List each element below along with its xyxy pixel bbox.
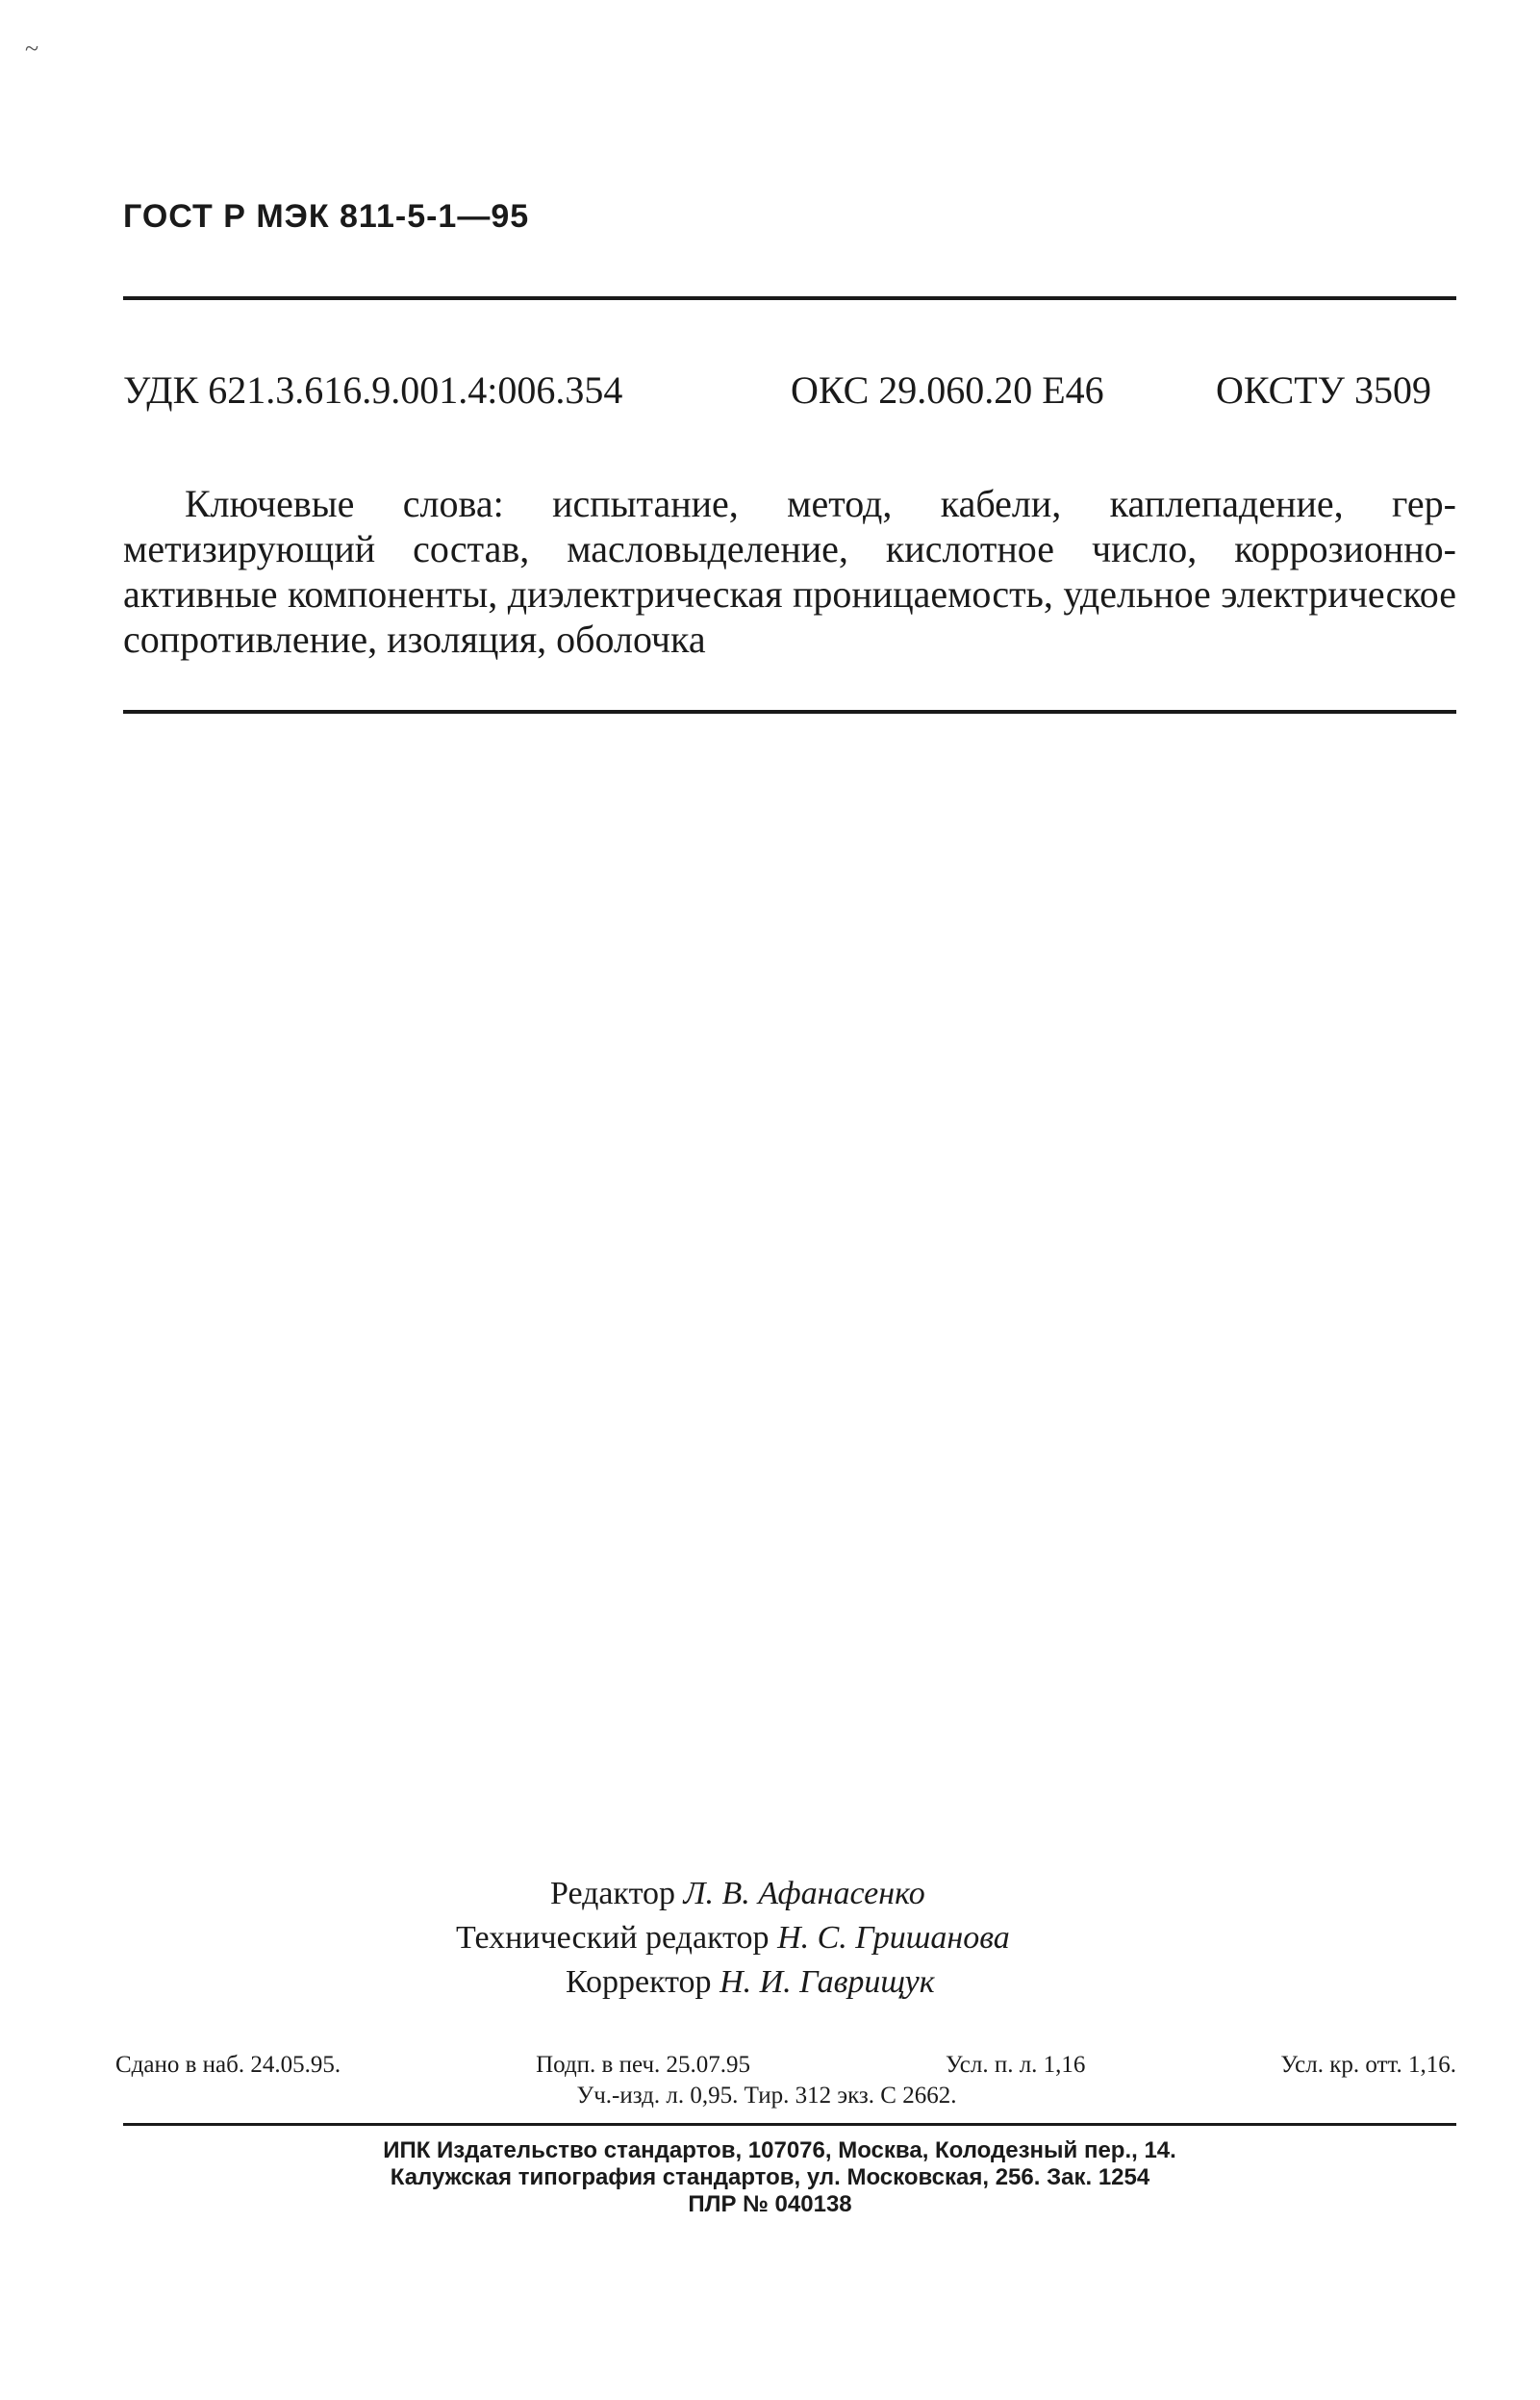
document-code: ГОСТ Р МЭК 811-5-1—95	[123, 198, 530, 235]
keywords-paragraph: Ключевые слова: испытание, метод, кабели, каплепадение, герметизирующий состав, масловыделение, кислотное число, коррозионно-активные компоненты, диэлектрическая проницаемость, удельное электрическое сопротивление, изоляция, оболочка	[123, 482, 1456, 661]
divider-publisher	[123, 2123, 1456, 2126]
editor-name: Л. В. Афанасенко	[683, 1876, 925, 1911]
credit-corrector	[566, 1960, 935, 2005]
udk-code: УДК 621.3.616.9.001.4:006.354	[123, 368, 623, 412]
publisher-block	[0, 2137, 1540, 2218]
color-prints: Усл. кр. отт. 1,16.	[1280, 2052, 1456, 2078]
tech-editor-label: Технический редактор	[456, 1920, 770, 1956]
oks-code: ОКС 29.060.20 Е46	[791, 368, 1104, 412]
print-sheets: Усл. п. л. 1,16	[946, 2052, 1086, 2078]
signed-date: Подп. в печ. 25.07.95	[536, 2052, 751, 2078]
print-info-line-2: Уч.-изд. л. 0,95. Тир. 312 экз. С 2662.	[576, 2083, 957, 2109]
corrector-name: Н. И. Гаврищук	[720, 1964, 935, 2000]
corner-mark: ~	[25, 35, 39, 63]
divider-top	[123, 296, 1456, 300]
submitted-date: Сдано в наб. 24.05.95.	[115, 2052, 341, 2078]
publisher-line-3: ПЛР № 040138	[688, 2191, 852, 2217]
publisher-line-1: ИПК Издательство стандартов, 107076, Москва, Колодезный пер., 14.	[383, 2137, 1176, 2163]
tech-editor-name: Н. С. Гришанова	[777, 1920, 1010, 1956]
okstu-code: ОКСТУ 3509	[1216, 368, 1432, 412]
corrector-label: Корректор	[566, 1964, 712, 2000]
publisher-line-2: Калужская типография стандартов, ул. Московская, 256. Зак. 1254	[390, 2164, 1150, 2190]
editor-label: Редактор	[550, 1876, 675, 1911]
print-info-line-1	[115, 2050, 1456, 2081]
credit-tech-editor	[456, 1916, 1010, 1960]
divider-keywords	[123, 710, 1456, 714]
credit-editor	[550, 1872, 925, 1916]
print-info-block	[115, 2050, 1456, 2111]
